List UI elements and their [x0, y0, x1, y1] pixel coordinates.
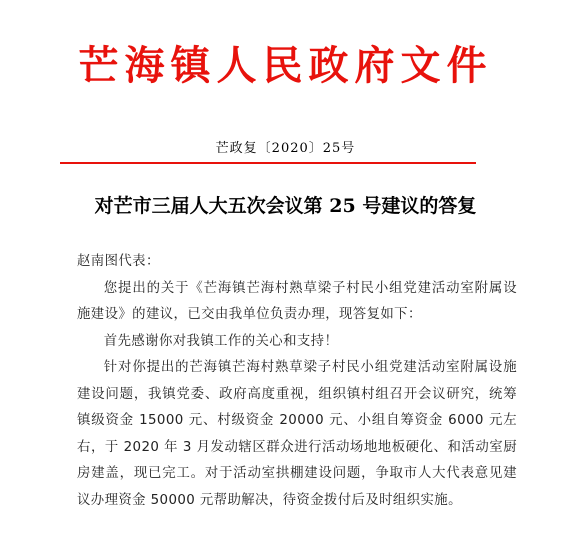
document-body	[77, 249, 517, 514]
red-separator-line	[60, 162, 476, 164]
paragraph: 首先感谢你对我镇工作的关心和支持！	[103, 333, 339, 349]
masthead-title: 芒海镇人民政府文件	[78, 42, 493, 89]
document-number: 芒政复〔2020〕25号	[215, 141, 356, 156]
salutation: 赵南图代表：	[77, 254, 160, 269]
document-title: 对芒市三届人大五次会议第 25 号建议的答复	[94, 195, 477, 217]
paragraph: 针对你提出的芒海镇芒海村熟草梁子村民小组党建活动室附属设施建设问题，我镇党委、政府高度重视，组织镇村组召开会议研究，统筹镇级资金 15000 元、村级资金 20000 元、小组自筹资金 6000 元左右，于 2020 年 3 月发动辖区群众进行活动场地地板硬化、和活动室厨房建盖，现已完工。对于活动室拱棚建设问题，争取市人大代表意见建议办理资金 50000 元帮助解决，待资金拨付后及时组织实施。	[77, 360, 517, 508]
paragraph: 您提出的关于《芒海镇芒海村熟草梁子村民小组党建活动室附属设施建设》的建议，已交由我单位负责办理，现答复如下：	[77, 280, 517, 322]
